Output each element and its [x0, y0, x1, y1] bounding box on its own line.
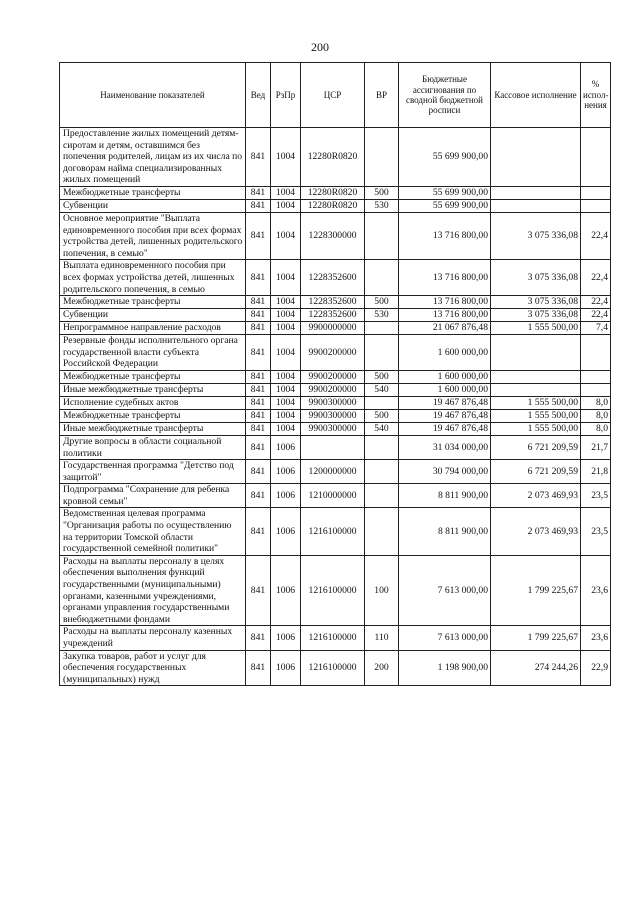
cell-vr	[365, 508, 399, 555]
cell-name: Подпрограмма "Сохранение для ребенка кровной семьи"	[60, 484, 246, 508]
cell-assignments: 21 067 876,48	[399, 322, 491, 335]
cell-cash-execution: 274 244,26	[491, 650, 581, 686]
cell-cash-execution	[491, 383, 581, 396]
cell-assignments: 13 716 800,00	[399, 309, 491, 322]
table-row	[60, 335, 611, 371]
cell-assignments: 13 716 800,00	[399, 260, 491, 296]
cell-percent: 23,6	[581, 626, 611, 650]
cell-assignments: 7 613 000,00	[399, 555, 491, 626]
table-row	[60, 128, 611, 187]
cell-vr	[365, 396, 399, 409]
cell-cash-execution	[491, 199, 581, 212]
cell-name: Межбюджетные трансферты	[60, 370, 246, 383]
cell-ved: 841	[246, 422, 271, 435]
cell-assignments: 7 613 000,00	[399, 626, 491, 650]
cell-cash-execution: 6 721 209,59	[491, 460, 581, 484]
cell-csr: 1216100000	[301, 508, 365, 555]
cell-vr	[365, 460, 399, 484]
table-row	[60, 555, 611, 626]
cell-csr: 1228300000	[301, 212, 365, 259]
cell-ved: 841	[246, 322, 271, 335]
cell-csr	[301, 435, 365, 459]
cell-name: Межбюджетные трансферты	[60, 296, 246, 309]
cell-csr: 9900200000	[301, 370, 365, 383]
cell-ved: 841	[246, 370, 271, 383]
cell-rzpr: 1004	[271, 309, 301, 322]
cell-csr: 1216100000	[301, 626, 365, 650]
cell-ved: 841	[246, 409, 271, 422]
cell-rzpr: 1004	[271, 212, 301, 259]
cell-csr: 9900300000	[301, 422, 365, 435]
cell-rzpr: 1004	[271, 409, 301, 422]
cell-name: Субвенции	[60, 199, 246, 212]
cell-rzpr: 1006	[271, 508, 301, 555]
cell-ved: 841	[246, 383, 271, 396]
cell-rzpr: 1004	[271, 422, 301, 435]
cell-percent	[581, 199, 611, 212]
cell-vr: 530	[365, 199, 399, 212]
cell-cash-execution: 1 555 500,00	[491, 396, 581, 409]
cell-vr	[365, 484, 399, 508]
page-number: 200	[311, 40, 329, 54]
cell-csr: 9900200000	[301, 335, 365, 371]
cell-cash-execution: 1 555 500,00	[491, 409, 581, 422]
table-row	[60, 650, 611, 686]
cell-name: Расходы на выплаты персоналу казенных учреждений	[60, 626, 246, 650]
cell-name: Государственная программа "Детство под защитой"	[60, 460, 246, 484]
header-row	[60, 63, 611, 128]
cell-ved: 841	[246, 626, 271, 650]
cell-csr: 1210000000	[301, 484, 365, 508]
header-vr: ВР	[365, 63, 399, 128]
cell-vr	[365, 322, 399, 335]
cell-name: Предоставление жилых помещений детям-сиротам и детям, оставшимся без попечения родителей, лицам из их числа по договорам найма специализированных жилых помещений	[60, 128, 246, 187]
cell-assignments: 1 600 000,00	[399, 383, 491, 396]
cell-rzpr: 1006	[271, 650, 301, 686]
cell-ved: 841	[246, 128, 271, 187]
cell-percent: 23,5	[581, 508, 611, 555]
cell-cash-execution: 3 075 336,08	[491, 309, 581, 322]
cell-name: Основное мероприятие "Выплата единовременного пособия при всех формах устройства детей, лишенных родительского попечения, в семью"	[60, 212, 246, 259]
cell-rzpr: 1004	[271, 383, 301, 396]
cell-percent: 8,0	[581, 409, 611, 422]
cell-percent: 23,6	[581, 555, 611, 626]
cell-name: Непрограммное направление расходов	[60, 322, 246, 335]
cell-assignments: 13 716 800,00	[399, 296, 491, 309]
cell-cash-execution	[491, 186, 581, 199]
cell-rzpr: 1004	[271, 335, 301, 371]
cell-assignments: 55 699 900,00	[399, 128, 491, 187]
cell-vr: 540	[365, 383, 399, 396]
cell-ved: 841	[246, 396, 271, 409]
cell-csr: 1216100000	[301, 555, 365, 626]
cell-vr: 540	[365, 422, 399, 435]
cell-cash-execution	[491, 370, 581, 383]
cell-assignments: 8 811 900,00	[399, 508, 491, 555]
cell-assignments: 19 467 876,48	[399, 409, 491, 422]
cell-ved: 841	[246, 260, 271, 296]
table-row	[60, 322, 611, 335]
header-ved: Вед	[246, 63, 271, 128]
header-cash-execution: Кассовое исполнение	[491, 63, 581, 128]
cell-percent	[581, 383, 611, 396]
cell-assignments: 8 811 900,00	[399, 484, 491, 508]
cell-percent: 8,0	[581, 422, 611, 435]
cell-name: Исполнение судебных актов	[60, 396, 246, 409]
cell-csr: 1216100000	[301, 650, 365, 686]
cell-percent: 8,0	[581, 396, 611, 409]
header-assignments: Бюджетные ассигнования по сводной бюджетной росписи	[399, 63, 491, 128]
cell-name: Ведомственная целевая программа "Организация работы по осуществлению на территории Томской области государственной семейной политики"	[60, 508, 246, 555]
cell-percent: 22,4	[581, 212, 611, 259]
cell-rzpr: 1006	[271, 555, 301, 626]
cell-assignments: 19 467 876,48	[399, 422, 491, 435]
table-row	[60, 370, 611, 383]
table-row	[60, 409, 611, 422]
cell-vr: 500	[365, 370, 399, 383]
cell-assignments: 19 467 876,48	[399, 396, 491, 409]
cell-csr: 9900200000	[301, 383, 365, 396]
cell-csr: 9900300000	[301, 409, 365, 422]
cell-rzpr: 1006	[271, 626, 301, 650]
cell-cash-execution: 3 075 336,08	[491, 296, 581, 309]
cell-cash-execution: 6 721 209,59	[491, 435, 581, 459]
cell-ved: 841	[246, 555, 271, 626]
cell-ved: 841	[246, 309, 271, 322]
cell-rzpr: 1004	[271, 396, 301, 409]
cell-cash-execution: 3 075 336,08	[491, 212, 581, 259]
cell-rzpr: 1004	[271, 186, 301, 199]
cell-csr: 1200000000	[301, 460, 365, 484]
cell-cash-execution: 1 555 500,00	[491, 322, 581, 335]
cell-name: Другие вопросы в области социальной политики	[60, 435, 246, 459]
cell-name: Иные межбюджетные трансферты	[60, 383, 246, 396]
cell-csr: 12280R0820	[301, 199, 365, 212]
budget-execution-table	[59, 62, 611, 686]
cell-cash-execution	[491, 128, 581, 187]
cell-vr	[365, 128, 399, 187]
cell-percent: 22,4	[581, 309, 611, 322]
cell-rzpr: 1004	[271, 260, 301, 296]
cell-percent	[581, 186, 611, 199]
cell-cash-execution: 1 555 500,00	[491, 422, 581, 435]
cell-percent	[581, 128, 611, 187]
cell-ved: 841	[246, 199, 271, 212]
cell-percent: 21,8	[581, 460, 611, 484]
table-row	[60, 508, 611, 555]
cell-name: Иные межбюджетные трансферты	[60, 422, 246, 435]
cell-name: Резервные фонды исполнительного органа государственной власти субъекта Российской Федерации	[60, 335, 246, 371]
cell-csr: 1228352600	[301, 309, 365, 322]
cell-rzpr: 1004	[271, 296, 301, 309]
cell-percent: 21,7	[581, 435, 611, 459]
cell-assignments: 1 198 900,00	[399, 650, 491, 686]
table-row	[60, 199, 611, 212]
cell-vr	[365, 260, 399, 296]
table-row	[60, 212, 611, 259]
header-rzpr: РзПр	[271, 63, 301, 128]
cell-ved: 841	[246, 650, 271, 686]
cell-vr: 530	[365, 309, 399, 322]
cell-vr: 500	[365, 186, 399, 199]
cell-ved: 841	[246, 335, 271, 371]
cell-csr: 9900300000	[301, 396, 365, 409]
cell-ved: 841	[246, 186, 271, 199]
cell-cash-execution	[491, 335, 581, 371]
cell-vr: 500	[365, 409, 399, 422]
cell-vr: 100	[365, 555, 399, 626]
cell-name: Закупка товаров, работ и услуг для обеспечения государственных (муниципальных) нужд	[60, 650, 246, 686]
cell-vr: 200	[365, 650, 399, 686]
header-name: Наименование показателей	[60, 63, 246, 128]
cell-percent: 23,5	[581, 484, 611, 508]
cell-ved: 841	[246, 296, 271, 309]
cell-name: Межбюджетные трансферты	[60, 186, 246, 199]
cell-cash-execution: 3 075 336,08	[491, 260, 581, 296]
cell-percent: 7,4	[581, 322, 611, 335]
cell-name: Субвенции	[60, 309, 246, 322]
table-row	[60, 484, 611, 508]
table-row	[60, 296, 611, 309]
cell-cash-execution: 1 799 225,67	[491, 555, 581, 626]
cell-vr	[365, 435, 399, 459]
cell-percent	[581, 335, 611, 371]
cell-percent	[581, 370, 611, 383]
table-row	[60, 186, 611, 199]
table-row	[60, 626, 611, 650]
cell-vr	[365, 212, 399, 259]
header-percent: % испол-нения	[581, 63, 611, 128]
table-row	[60, 460, 611, 484]
cell-assignments: 55 699 900,00	[399, 186, 491, 199]
cell-rzpr: 1006	[271, 435, 301, 459]
table-body	[60, 128, 611, 686]
cell-name: Расходы на выплаты персоналу в целях обеспечения выполнения функций государственными (муниципальными) органами, казенными учреждениями, органами управления государственными внебюджетными фондами	[60, 555, 246, 626]
cell-csr: 12280R0820	[301, 186, 365, 199]
cell-ved: 841	[246, 435, 271, 459]
cell-assignments: 55 699 900,00	[399, 199, 491, 212]
cell-vr: 500	[365, 296, 399, 309]
cell-csr: 12280R0820	[301, 128, 365, 187]
cell-rzpr: 1004	[271, 322, 301, 335]
cell-rzpr: 1004	[271, 370, 301, 383]
cell-rzpr: 1004	[271, 128, 301, 187]
table-row	[60, 260, 611, 296]
cell-vr	[365, 335, 399, 371]
cell-vr: 110	[365, 626, 399, 650]
cell-rzpr: 1004	[271, 199, 301, 212]
table-row	[60, 396, 611, 409]
cell-rzpr: 1006	[271, 484, 301, 508]
cell-cash-execution: 1 799 225,67	[491, 626, 581, 650]
cell-assignments: 1 600 000,00	[399, 335, 491, 371]
cell-csr: 1228352600	[301, 296, 365, 309]
table-row	[60, 383, 611, 396]
cell-cash-execution: 2 073 469,93	[491, 484, 581, 508]
cell-percent: 22,4	[581, 260, 611, 296]
table-row	[60, 422, 611, 435]
cell-cash-execution: 2 073 469,93	[491, 508, 581, 555]
table-row	[60, 309, 611, 322]
cell-ved: 841	[246, 508, 271, 555]
table-row	[60, 435, 611, 459]
cell-assignments: 30 794 000,00	[399, 460, 491, 484]
cell-ved: 841	[246, 484, 271, 508]
cell-percent: 22,4	[581, 296, 611, 309]
cell-csr: 1228352600	[301, 260, 365, 296]
cell-name: Выплата единовременного пособия при всех формах устройства детей, лишенных родительского попечения, в семью	[60, 260, 246, 296]
cell-ved: 841	[246, 212, 271, 259]
cell-rzpr: 1006	[271, 460, 301, 484]
cell-assignments: 31 034 000,00	[399, 435, 491, 459]
cell-percent: 22,9	[581, 650, 611, 686]
cell-assignments: 1 600 000,00	[399, 370, 491, 383]
cell-csr: 9900000000	[301, 322, 365, 335]
cell-assignments: 13 716 800,00	[399, 212, 491, 259]
cell-name: Межбюджетные трансферты	[60, 409, 246, 422]
cell-ved: 841	[246, 460, 271, 484]
header-csr: ЦСР	[301, 63, 365, 128]
